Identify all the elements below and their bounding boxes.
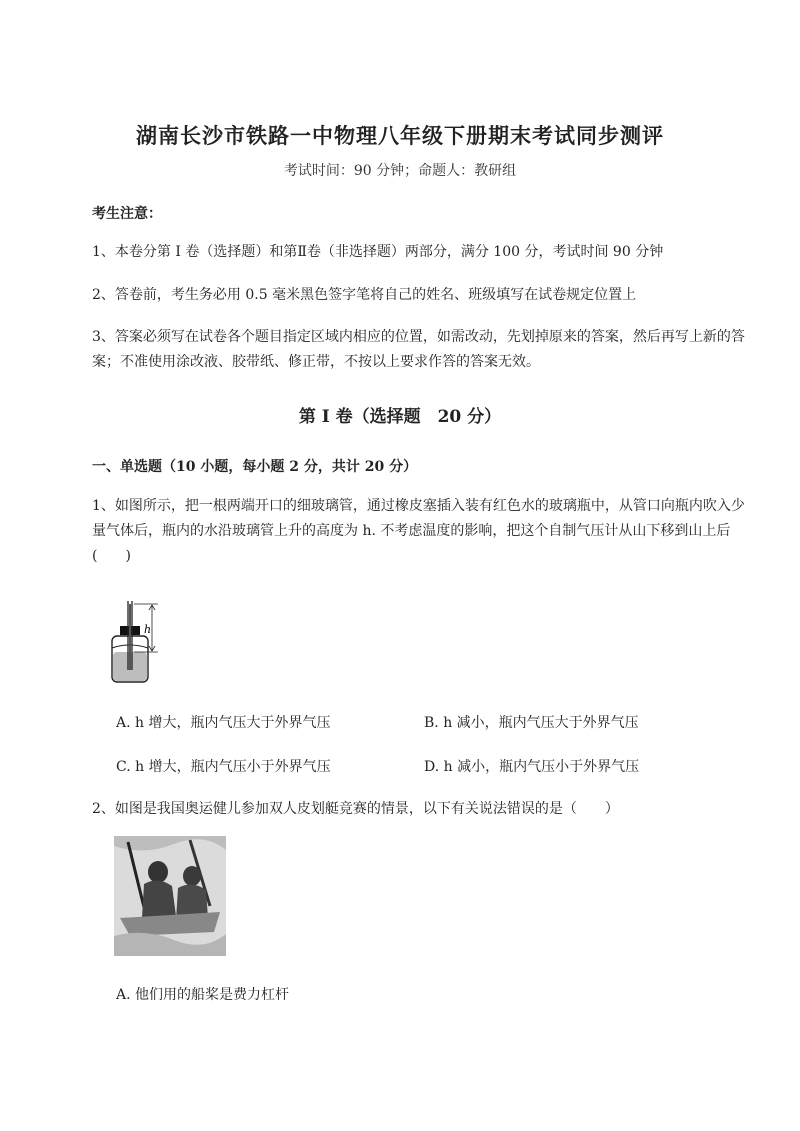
paddler-1-head <box>148 861 168 883</box>
q1-option-a: A. h 增大，瓶内气压大于外界气压 <box>116 715 331 731</box>
notice-item-3: 3、答案必须写在试卷各个题目指定区域内相应的位置，如需改动，先划掉原来的答案，然后再写上新的答案；不准使用涂改液、胶带纸、修正带，不按以上要求作答的答案无效。 <box>92 329 745 370</box>
q1-option-b: B. h 减小，瓶内气压大于外界气压 <box>424 715 639 731</box>
q1-option-c: C. h 增大，瓶内气压小于外界气压 <box>116 759 331 775</box>
page-title: 湖南长沙市铁路一中物理八年级下册期末考试同步测评 <box>136 123 664 148</box>
notice-item-1: 1、本卷分第 I 卷（选择题）和第Ⅱ卷（非选择题）两部分，满分 100 分，考试时间 90 分钟 <box>92 244 664 260</box>
height-label: h <box>144 623 152 636</box>
question-group-heading: 一、单选题（10 小题，每小题 2 分，共计 20 分） <box>92 459 418 475</box>
notice-item-2: 2、答卷前，考生务必用 0.5 毫米黑色签字笔将自己的姓名、班级填写在试卷规定位置上 <box>92 287 637 303</box>
paddler-2-head <box>183 866 201 886</box>
question-2-stem: 2、如图是我国奥运健儿参加双人皮划艇竞赛的情景，以下有关说法错误的是（ ） <box>92 801 619 817</box>
exam-info: 考试时间：90 分钟；命题人：教研组 <box>283 163 517 179</box>
q1-option-d: D. h 减小，瓶内气压小于外界气压 <box>424 759 640 775</box>
kayak-photo <box>114 836 226 956</box>
notice-heading: 考生注意： <box>92 206 162 222</box>
water-column <box>129 604 131 670</box>
barometer-figure <box>104 596 166 686</box>
paddler-1-body <box>142 880 176 918</box>
section-title: 第 I 卷（选择题 20 分） <box>298 407 502 427</box>
question-1-stem: 1、如图所示，把一根两端开口的细玻璃管，通过橡皮塞插入装有红色水的玻璃瓶中，从管口向瓶内吹入少量气体后，瓶内的水沿玻璃管上升的高度为 h. 不考虑温度的影响，把这个自制气压计从山下移到山上后( ) <box>92 498 745 564</box>
q2-option-a: A. 他们用的船桨是费力杠杆 <box>116 987 290 1003</box>
